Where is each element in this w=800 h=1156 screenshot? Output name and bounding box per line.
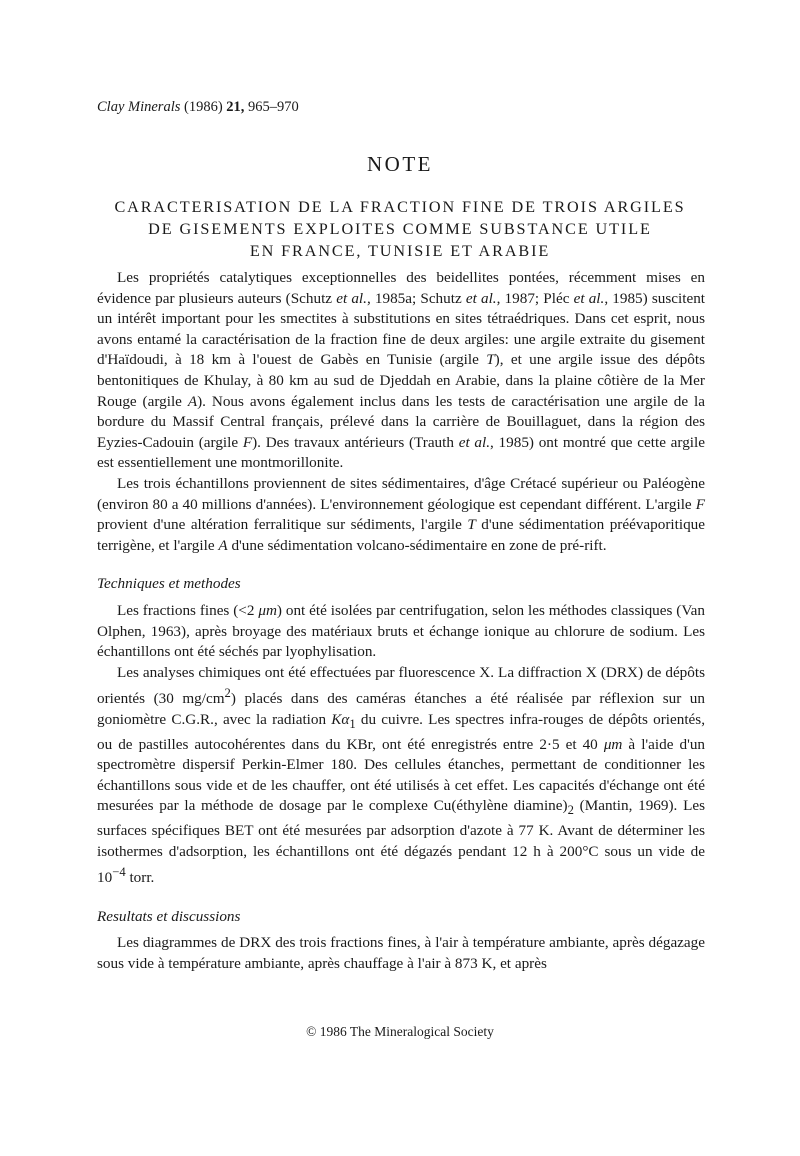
copyright-footer: © 1986 The Mineralogical Society: [306, 1024, 494, 1039]
paragraph-samples: Les trois échantillons proviennent de sites sédimentaires, d'âge Crétacé supérieur ou Paléogène (environ 80 a 40 millions d'années). L'environnement géologique est cependant différent. L'argile F provient d'une altération ferralitique sur sédiments, l'argile T d'une sédimentation préévaporitique terrigène, et l'argile A d'une sédimentation volcano-sédimentaire en zone de pré-rift.: [97, 474, 705, 554]
title-line: EN FRANCE, TUNISIE ET ARABIE: [249, 242, 551, 260]
title-line: DE GISEMENTS EXPLOITES COMME SUBSTANCE UTILE: [148, 220, 652, 238]
note-heading: NOTE: [367, 152, 433, 176]
paragraph-fractions: Les fractions fines (<2 μm) ont été isolées par centrifugation, selon les méthodes classiques (Van Olphen, 1963), après broyage des matériaux bruts et échange ionique au chlorure de sodium. Les échantillons ont été séchés par lyophylisation.: [97, 601, 705, 661]
section-heading-techniques: Techniques et methodes: [97, 575, 241, 593]
journal-year: (1986): [184, 99, 223, 115]
section-heading-results: Resultats et discussions: [97, 907, 241, 925]
title-line: CARACTERISATION DE LA FRACTION FINE DE TROIS ARGILES: [114, 198, 686, 216]
paragraph-introduction: Les propriétés catalytiques exceptionnelles des beidellites pontées, récemment mises en évidence par plusieurs auteurs (Schutz et al., 1985a; Schutz et al., 1987; Pléc et al., 1985) suscitent un intérêt important pour les smectites à substitutions en sites tétraédriques. Dans cet esprit, nous avons entamé la caractérisation de la fraction fine de deux argiles: une argile extraite du gisement d'Haïdoudi, à 18 km à l'ouest de Gabès en Tunisie (argile T), et une argile issue des dépôts bentonitiques de Khulay, à 80 km au sud de Djeddah en Arabie, dans la plaine côtière de la Mer Rouge (argile A). Nous avons également inclus dans les tests de caractérisation une argile de la bordure du Massif Central français, prélevé dans la carrière de Bouillaguet, dans la région des Eyzies-Cadouin (argile F). Des travaux antérieurs (Trauth et al., 1985) ont montré que cette argile est essentiellement une montmorillonite.: [97, 269, 706, 472]
article-title: [85, 196, 715, 262]
journal-citation: [97, 98, 299, 116]
paragraph-results: Les diagrammes de DRX des trois fractions fines, à l'air à température ambiante, après dégazage sous vide à température ambiante, après chauffage à l'air à 873 K, et après: [97, 934, 705, 972]
journal-pages: 965–970: [248, 99, 299, 115]
journal-volume: 21,: [226, 99, 245, 115]
article-body: [97, 268, 705, 975]
journal-name: Clay Minerals: [97, 99, 181, 115]
paragraph-analyses: Les analyses chimiques ont été effectuées par fluorescence X. La diffraction X (DRX) de dépôts orientés (30 $mg/cm^2$) placés dans des caméras étanches a été réalisée par réflexion sur un goniomètre C.G.R., avec la radiation $K\alpha_1$ du cuivre. Les spectres infra-rouges de dépôts orientés, ou de pastilles autocohérentes dans du KBr, ont été enregistrés entre 2·5 et 40 μm à l'aide d'un spectromètre dispersif Perkin-Elmer 180. Des cellules étanches, permettant de conditionner les échantillons sous vide et de les chauffer, ont été utilisés à cet effet. Les capacités d'échange ont été mesurées par la méthode de dosage par le complexe Cu(éthylène $diamine)_2$ (Mantin, 1969). Les surfaces spécifiques BET ont été mesurées par adsorption d'azote à 77 K. Avant de déterminer les isothermes d'adsorption, les échantillons ont été dégazés pendant 12 h à 200°C sous un vide de $10^{-4}$ torr.: [97, 663, 706, 887]
